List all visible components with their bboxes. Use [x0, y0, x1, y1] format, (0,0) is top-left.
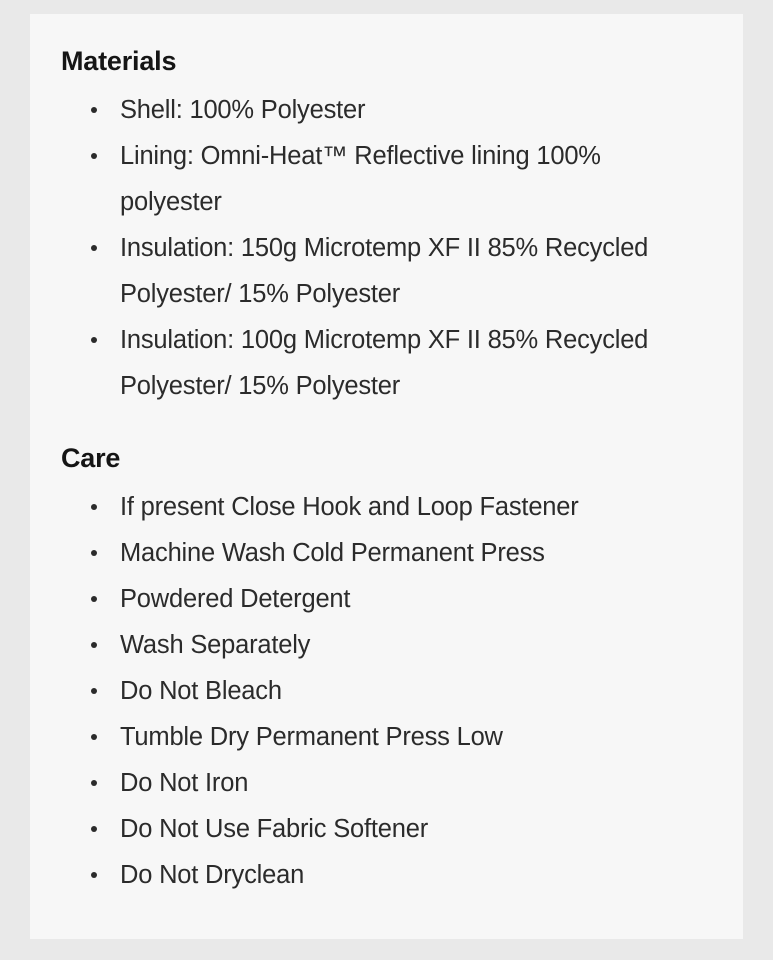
bullet-icon: [91, 550, 97, 556]
list-item: [58, 87, 703, 133]
care-list: [58, 484, 703, 898]
list-item-label: Tumble Dry Permanent Press Low: [120, 723, 503, 751]
list-item-label: Wash Separately: [120, 631, 311, 659]
bullet-icon: [91, 872, 97, 878]
list-item-label: Powdered Detergent: [120, 585, 351, 613]
care-heading: Care: [61, 443, 121, 473]
list-item: [58, 806, 703, 852]
list-item: [58, 714, 703, 760]
list-item-label: Lining: Omni-Heat™ Reflective lining 100% polyester: [120, 142, 601, 216]
bullet-icon: [91, 688, 97, 694]
list-item: [58, 576, 703, 622]
list-item-label: Insulation: 100g Microtemp XF II 85% Recycled Polyester/ 15% Polyester: [120, 326, 649, 400]
bullet-icon: [91, 734, 97, 740]
list-item-label: If present Close Hook and Loop Fastener: [120, 493, 579, 521]
materials-list: [58, 87, 703, 409]
bullet-icon: [91, 504, 97, 510]
list-item: [58, 317, 703, 409]
product-details-panel: [30, 14, 743, 939]
list-item-label: Do Not Dryclean: [120, 861, 305, 889]
list-item-label: Shell: 100% Polyester: [120, 96, 366, 124]
bullet-icon: [91, 642, 97, 648]
list-item-label: Do Not Iron: [120, 769, 249, 797]
list-item: [58, 668, 703, 714]
list-item: [58, 622, 703, 668]
bullet-icon: [91, 596, 97, 602]
list-item: [58, 484, 703, 530]
list-item: [58, 530, 703, 576]
bullet-icon: [91, 107, 97, 113]
list-item-label: Do Not Use Fabric Softener: [120, 815, 429, 843]
list-item: [58, 133, 703, 225]
bullet-icon: [91, 780, 97, 786]
bullet-icon: [91, 826, 97, 832]
list-item: [58, 760, 703, 806]
list-item-label: Machine Wash Cold Permanent Press: [120, 539, 545, 567]
list-item: [58, 852, 703, 898]
list-item-label: Insulation: 150g Microtemp XF II 85% Recycled Polyester/ 15% Polyester: [120, 234, 649, 308]
list-item: [58, 225, 703, 317]
materials-heading: Materials: [61, 46, 177, 76]
bullet-icon: [91, 337, 97, 343]
bullet-icon: [91, 245, 97, 251]
bullet-icon: [91, 153, 97, 159]
list-item-label: Do Not Bleach: [120, 677, 282, 705]
